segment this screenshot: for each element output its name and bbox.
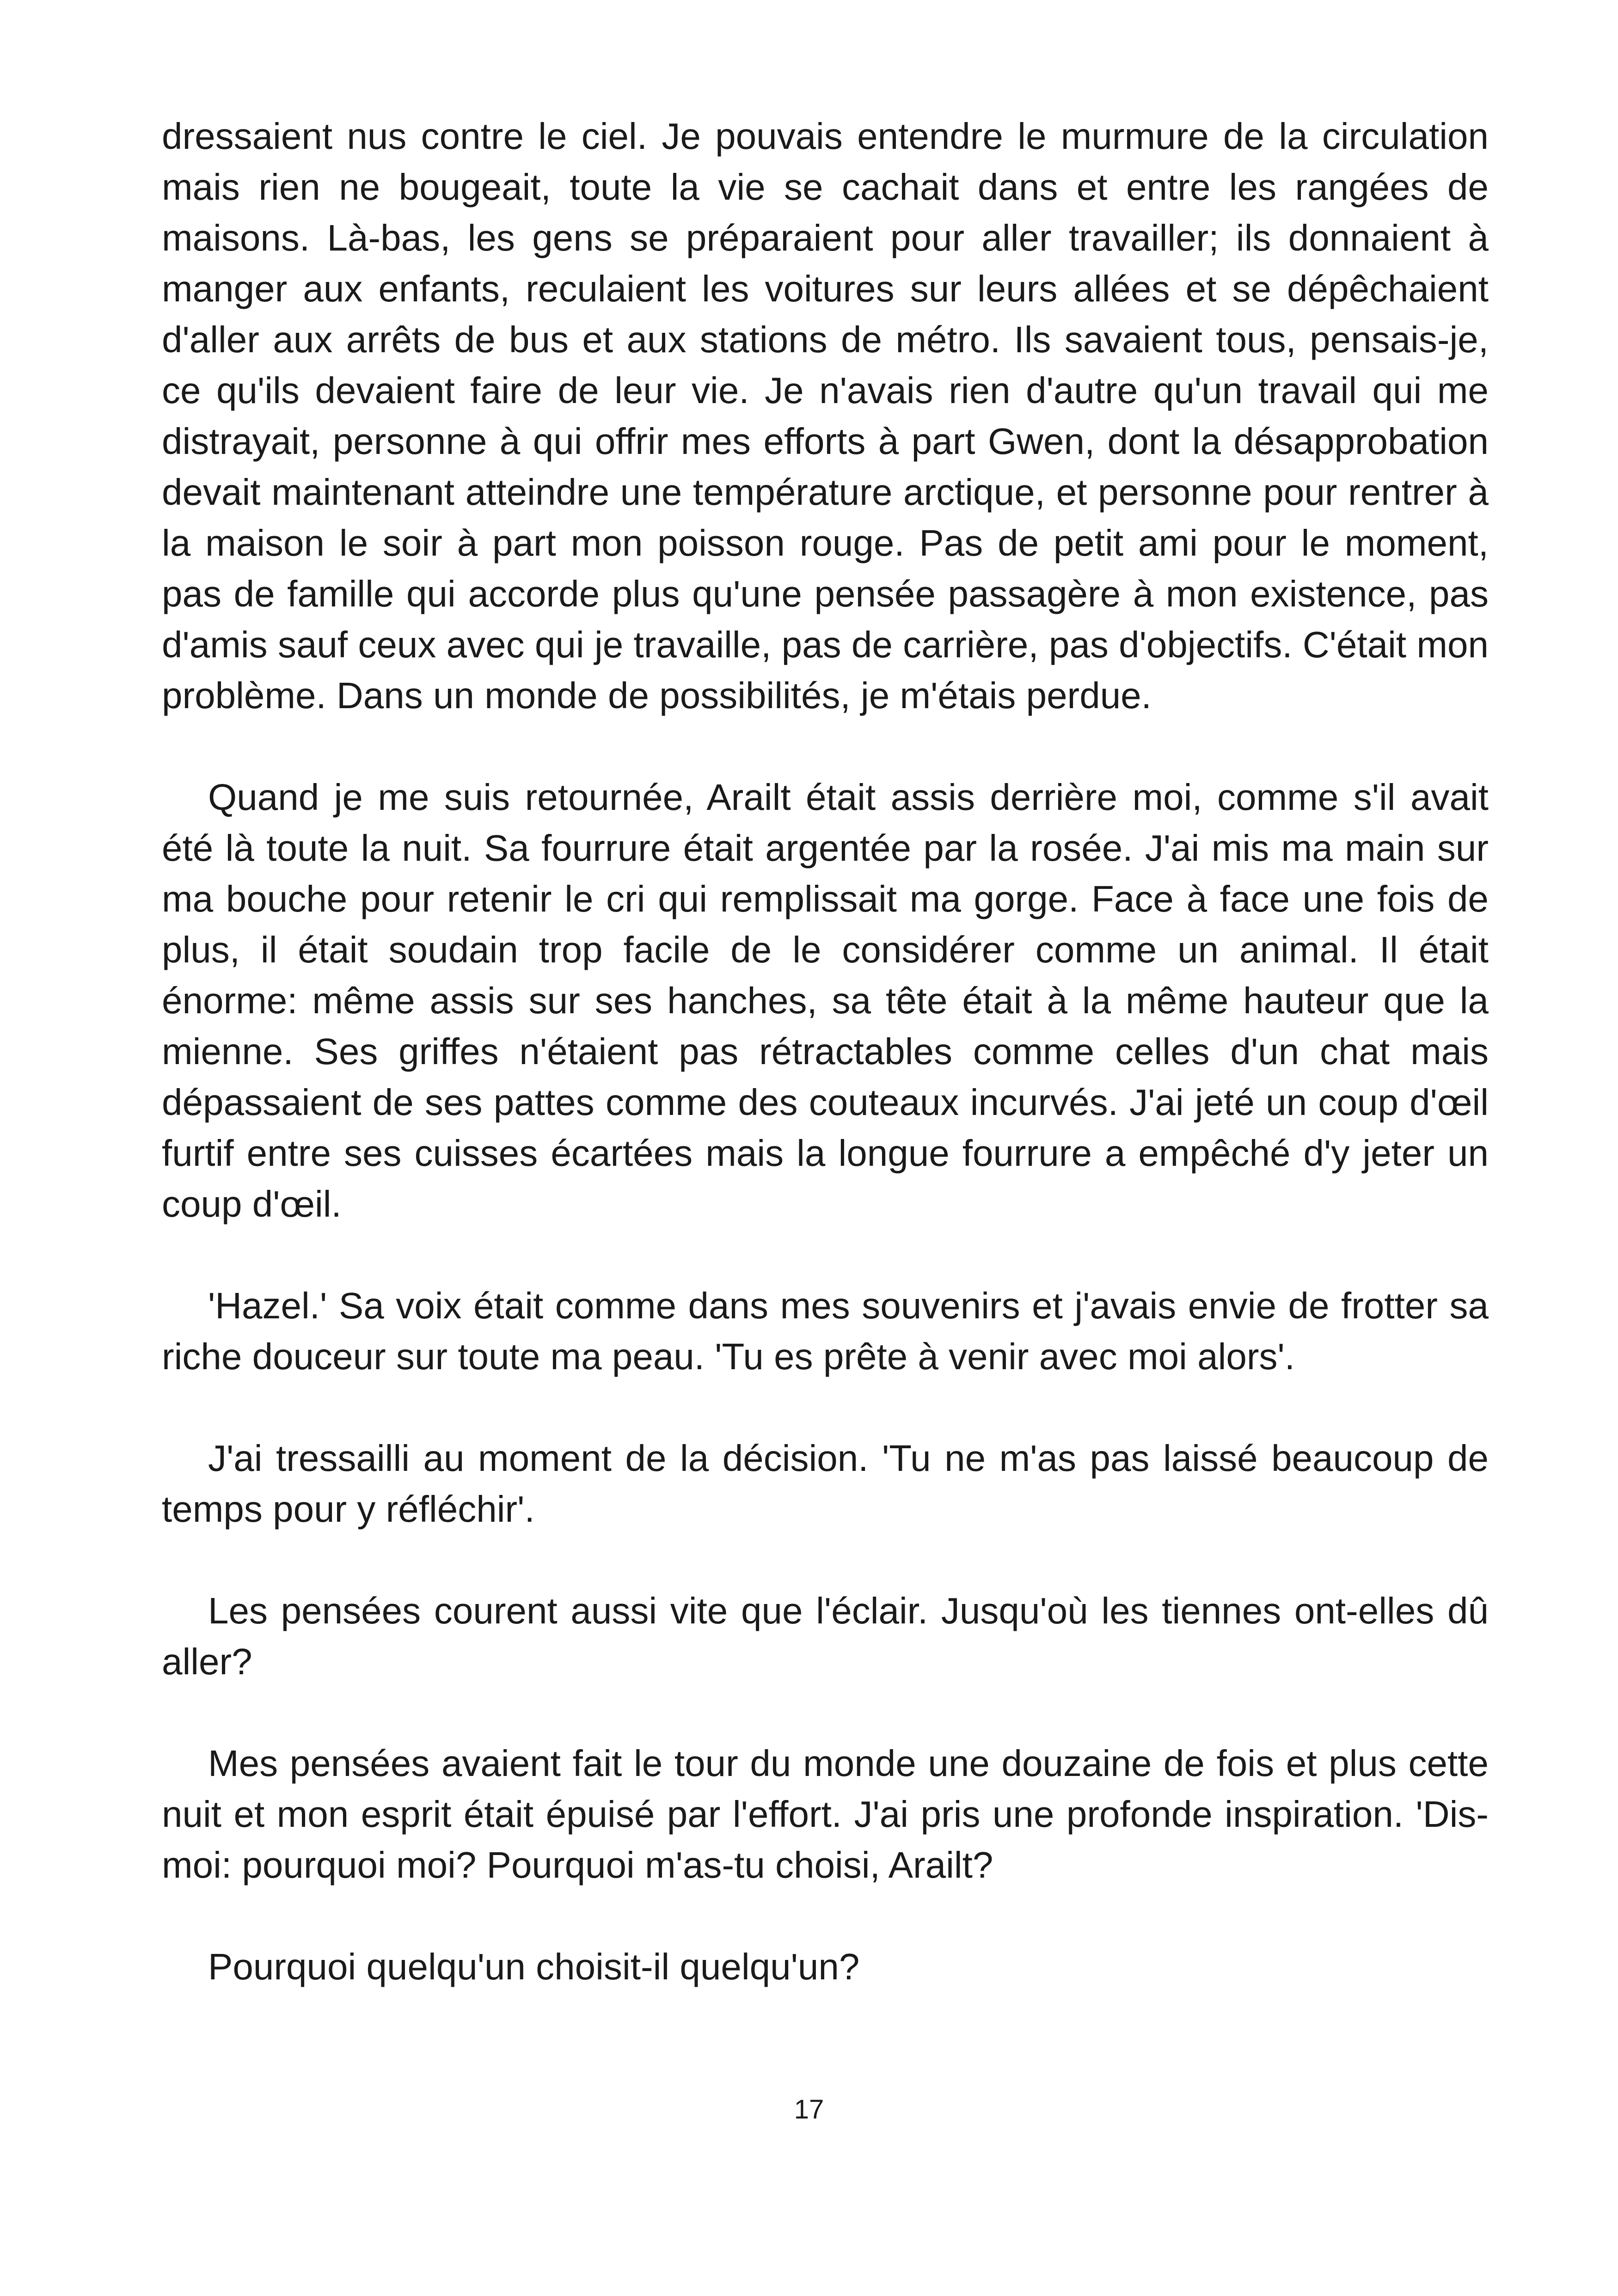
page-body — [162, 111, 1489, 2043]
paragraph-4: J'ai tressailli au moment de la décision. 'Tu ne m'as pas laissé beaucoup de temps pour y réfléchir'. — [162, 1438, 1489, 1530]
paragraph-7: Pourquoi quelqu'un choisit-il quelqu'un? — [208, 1946, 860, 1987]
page-number: 17 — [794, 2094, 824, 2125]
paragraph-5: Les pensées courent aussi vite que l'éclair. Jusqu'où les tiennes ont-elles dû aller? — [162, 1590, 1489, 1682]
paragraph-2: Quand je me suis retournée, Arailt était assis derrière moi, comme s'il avait été là toute la nuit. Sa fourrure était argentée par la rosée. J'ai mis ma main sur ma bouche pour retenir le cri qui remplissait ma gorge. Face à face une fois de plus, il était soudain trop facile de le considérer comme un animal. Il était énorme: même assis sur ses hanches, sa tête était à la même hauteur que la mienne. Ses griffes n'étaient pas rétractables comme celles d'un chat mais dépassaient de ses pattes comme des couteaux incurvés. J'ai jeté un coup d'œil furtif entre ses cuisses écartées mais la longue fourrure a empêché d'y jeter un coup d'œil. — [162, 777, 1489, 1225]
paragraph-3: 'Hazel.' Sa voix était comme dans mes souvenirs et j'avais envie de frotter sa riche douceur sur toute ma peau. 'Tu es prête à venir avec moi alors'. — [162, 1285, 1489, 1377]
paragraph-1: dressaient nus contre le ciel. Je pouvais entendre le murmure de la circulation mais rien ne bougeait, toute la vie se cachait dans et entre les rangées de maisons. Là-bas, les gens se préparaient pour aller travailler; ils donnaient à manger aux enfants, reculaient les voitures sur leurs allées et se dépêchaient d'aller aux arrêts de bus et aux stations de métro. Ils savaient tous, pensais-je, ce qu'ils devaient faire de leur vie. Je n'avais rien d'autre qu'un travail qui me distrayait, personne à qui offrir mes efforts à part Gwen, dont la désapprobation devait maintenant atteindre une température arctique, et personne pour rentrer à la maison le soir à part mon poisson rouge. Pas de petit ami pour le moment, pas de famille qui accorde plus qu'une pensée passagère à mon existence, pas d'amis sauf ceux avec qui je travaille, pas de carrière, pas d'objectifs. C'était mon problème. Dans un monde de possibilités, je m'étais perdue. — [162, 116, 1489, 716]
paragraph-6: Mes pensées avaient fait le tour du monde une douzaine de fois et plus cette nuit et mon esprit était épuisé par l'effort. J'ai pris une profonde inspiration. 'Dis-moi: pourquoi moi? Pourquoi m'as-tu choisi, Arailt? — [162, 1743, 1489, 1886]
